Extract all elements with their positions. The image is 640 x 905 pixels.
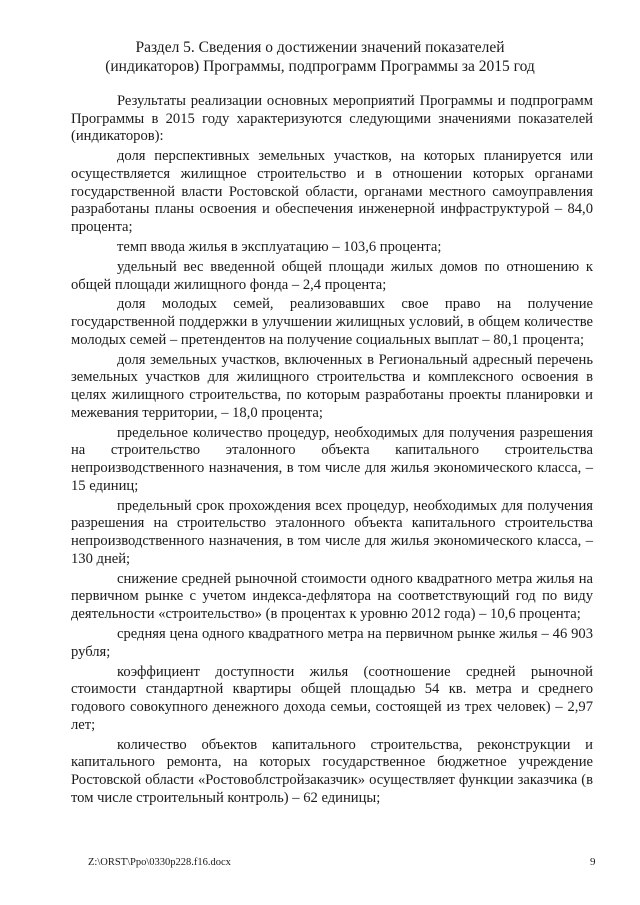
paragraph: доля перспективных земельных участков, на которых планируется или осуществляется жилищное строительство и в отношении которых органами государственной власти Ростовской области, органами местного самоуправления разработаны планы освоения и обеспечения инженерной инфраструктурой – 84,0 процента; bbox=[71, 148, 593, 236]
footer-file-path: Z:\ORST\Ppo\0330p228.f16.docx bbox=[88, 857, 231, 868]
paragraph: доля молодых семей, реализовавших свое право на получение государственной поддержки в улучшении жилищных условий, в общем количестве молодых семей – претендентов на получение социальных выплат – 80,1 процента; bbox=[71, 296, 593, 348]
paragraph: темп ввода жилья в эксплуатацию – 103,6 процента; bbox=[117, 239, 442, 255]
paragraph: удельный вес введенной общей площади жилых домов по отношению к общей площади жилищного фонда – 2,4 процента; bbox=[71, 258, 593, 293]
paragraph: снижение средней рыночной стоимости одного квадратного метра жилья на первичном рынке с учетом индекса-дефлятора на соответствующий год по виду деятельности «строительство» (в процентах к уровню 2012 года) – 10,6 процента; bbox=[71, 570, 593, 623]
paragraph: коэффициент доступности жилья (соотношение средней рыночной стоимости стандартной квартиры общей площадью 54 кв. метра и среднего годового совокупного денежного дохода семьи, состоящей из трех человек) – 2,97 лет; bbox=[71, 663, 593, 733]
document-body bbox=[71, 93, 593, 810]
paragraph: Результаты реализации основных мероприятий Программы и подпрограмм Программы в 2015 году характеризуются следующими значениями показателей (индикаторов): bbox=[71, 93, 593, 145]
footer-page-number: 9 bbox=[590, 856, 596, 868]
paragraph: предельный срок прохождения всех процедур, необходимых для получения разрешения на строительство эталонного объекта капитального строительства непроизводственного назначения, в том числе для жилья экономического класса, – 130 дней; bbox=[71, 497, 593, 567]
heading-line-2: (индикаторов) Программы, подпрограмм Программы за 2015 год bbox=[105, 58, 535, 75]
section-heading bbox=[60, 38, 580, 76]
paragraph: предельное количество процедур, необходимых для получения разрешения на строительство эталонного объекта капитального строительства непроизводственного назначения, в том числе для жилья экономического класса, – 15 единиц; bbox=[71, 424, 593, 494]
paragraph: доля земельных участков, включенных в Региональный адресный перечень земельных участков для жилищного строительства и комплексного освоения в целях жилищного строительства, по которым разработаны проекты планировки и межевания территории, – 18,0 процента; bbox=[71, 351, 593, 421]
paragraph: количество объектов капитального строительства, реконструкции и капитального ремонта, на которых государственное бюджетное учреждение Ростовской области «Ростовоблстройзаказчик» осуществляет функции заказчика (в том числе строительный контроль) – 62 единицы; bbox=[71, 736, 593, 806]
paragraph: средняя цена одного квадратного метра на первичном рынке жилья – 46 903 рубля; bbox=[71, 626, 593, 660]
heading-line-1: Раздел 5. Сведения о достижении значений показателей bbox=[135, 39, 505, 56]
